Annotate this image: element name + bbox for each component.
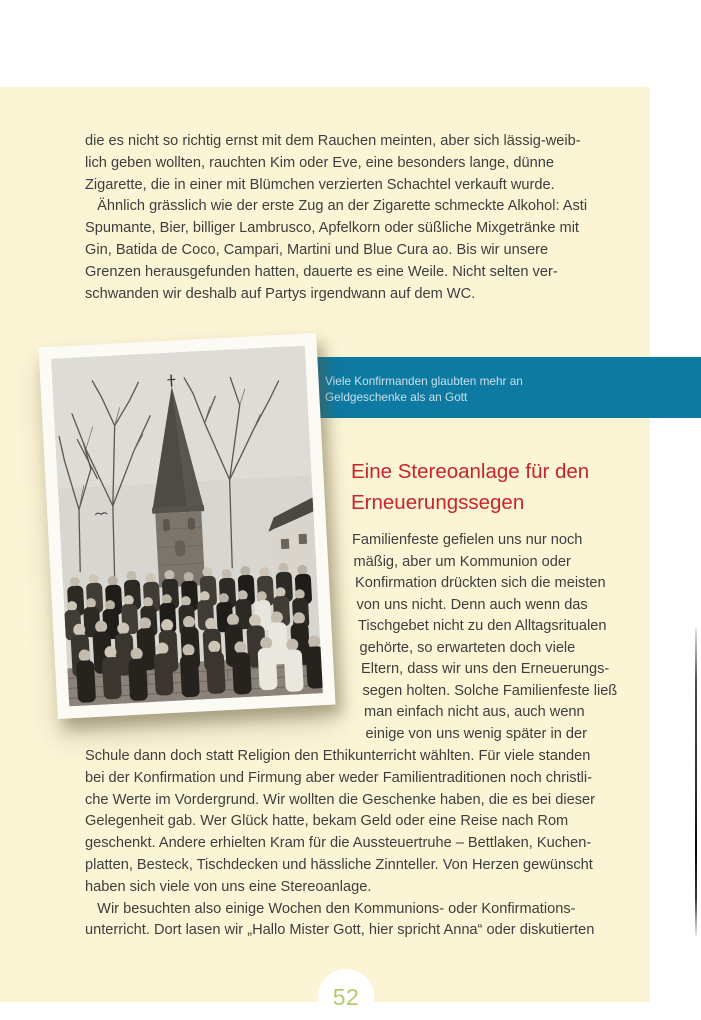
text-line: Gelegenheit gab. Wer Glück hatte, bekam Geld oder eine Reise nach Rom [85,813,569,830]
text-line: Tischgebet nicht zu den Alltagsritualen [358,618,607,634]
page-number-badge [318,969,374,1020]
text-line: Familienfeste gefielen uns nur noch [352,532,583,548]
heading-line: Eine Stereoanlage für den [351,460,590,483]
text-line: schwanden wir deshalb auf Partys irgendwann auf dem WC. [85,285,476,302]
text-line: bei der Konfirmation und Firmung aber weder Familientraditionen noch christli- [85,769,592,786]
text-line: mäßig, aber um Kommunion oder [353,553,571,570]
text-line: platten, Besteck, Tischdecken und hässliche Zinnteller. Von Herzen gewünscht [85,856,593,873]
caption-line: Viele Konfirmanden glaubten mehr an [325,374,523,388]
text-line: die es nicht so richtig ernst mit dem Rauchen meinten, aber sich lässig-weib- [85,133,581,149]
paragraph-bottom [85,746,645,942]
adjacent-page-edge [695,628,697,936]
photo-caption [325,374,523,405]
text-line: Spumante, Bier, billiger Lambrusco, Apfelkorn oder süßliche Mixgetränke mit [85,220,579,237]
text-line: geschenkt. Andere erhielten Kram für die Aussteuertruhe – Bettlaken, Kuchen- [85,835,592,852]
page-number: 52 [332,983,360,1010]
text-line: che Werte im Vordergrund. Wir wollten die Geschenke haben, die es bei dieser [85,791,595,808]
text-line: unterricht. Dort lasen wir „Hallo Mister Gott, hier spricht Anna“ oder diskutierten [85,922,595,939]
text-line: einige von uns wenig später in der [365,725,587,742]
text-line: von uns nicht. Denn auch wenn das [356,596,588,613]
heading-line: Erneuerungssegen [351,491,525,514]
text-line: Grenzen herausgefunden hatten, dauerte es eine Weile. Nicht selten ver- [85,263,558,280]
text-line: Eltern, dass wir uns den Erneuerungs- [361,661,610,677]
text-line: man einfach nicht aus, auch wenn [364,704,585,720]
church-group-photo-illustration [51,346,323,707]
text-line: haben sich viele von uns eine Stereoanlage. [85,878,372,895]
text-line: Zigarette, die in einer mit Blümchen verzierten Schachtel verkauft wurde. [85,176,555,193]
text-line: Gin, Batida de Coco, Campari, Martini und Blue Cura ao. Bis wir unsere [85,241,549,258]
paragraph-right [352,530,652,745]
text-line: Konfirmation drückten sich die meisten [355,575,606,591]
section-heading [351,456,651,518]
text-line: Wir besuchten also einige Wochen den Kommunions- oder Konfirmations- [85,900,576,917]
text-line: Ähnlich grässlich wie der erste Zug an der Zigarette schmeckte Alkohol: Asti [85,198,588,215]
text-line: Schule dann doch statt Religion den Ethikunterricht wählten. Für viele standen [85,748,591,764]
text-line: gehörte, so erwarteten doch viele [359,639,576,656]
photo-caption-bar [296,357,701,418]
text-line: segen holten. Solche Familienfeste ließ [362,682,618,699]
paragraph-top [85,131,645,305]
confirmation-photo [38,333,335,719]
text-line: lich geben wollten, rauchten Kim oder Eve, eine besonders lange, dünne [85,154,554,171]
caption-line: Geldgeschenke als an Gott [325,389,468,404]
